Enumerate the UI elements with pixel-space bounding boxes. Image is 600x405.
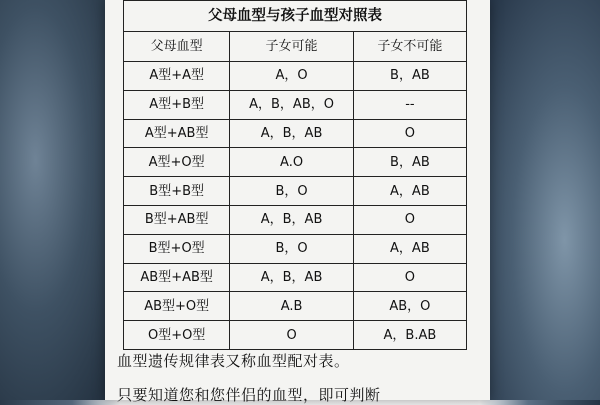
header-impossible: 子女不可能	[353, 32, 466, 62]
possible-cell: A.B	[230, 292, 353, 321]
table-row	[124, 148, 467, 177]
possible-cell: A，B，AB	[230, 263, 353, 292]
parents-cell: B型+AB型	[124, 205, 230, 234]
parents-cell: AB型+O型	[124, 292, 230, 321]
possible-cell: B，O	[230, 177, 353, 206]
caption-line-1: 血型遗传规律表又称血型配对表。	[117, 352, 350, 370]
impossible-cell: --	[353, 90, 466, 119]
table-row	[124, 263, 467, 292]
document-page	[105, 0, 490, 404]
table-row	[124, 119, 467, 148]
table-row	[124, 90, 467, 119]
impossible-cell: O	[353, 205, 466, 234]
possible-cell: A，B，AB	[230, 119, 353, 148]
parents-cell: AB型+AB型	[124, 263, 230, 292]
table-row	[124, 292, 467, 321]
caption-line-2: 只要知道您和您伴侣的血型，即可判断	[117, 386, 381, 404]
possible-cell: B，O	[230, 234, 353, 263]
parents-cell: B型+B型	[124, 177, 230, 206]
possible-cell: A，B，AB，O	[230, 90, 353, 119]
parents-cell: A型+AB型	[124, 119, 230, 148]
impossible-cell: B，AB	[353, 62, 466, 91]
impossible-cell: AB，O	[353, 292, 466, 321]
table-row	[124, 177, 467, 206]
table-row	[124, 234, 467, 263]
table-header-row	[124, 32, 467, 62]
parents-cell: A型+B型	[124, 90, 230, 119]
blood-type-table	[123, 0, 467, 350]
possible-cell: A，B，AB	[230, 205, 353, 234]
parents-cell: A型+O型	[124, 148, 230, 177]
possible-cell: O	[230, 321, 353, 350]
impossible-cell: A，AB	[353, 177, 466, 206]
impossible-cell: A，B.AB	[353, 321, 466, 350]
header-parents: 父母血型	[124, 32, 230, 62]
impossible-cell: B，AB	[353, 148, 466, 177]
background-right	[482, 0, 600, 400]
table-title: 父母血型与孩子血型对照表	[124, 1, 467, 32]
impossible-cell: O	[353, 263, 466, 292]
possible-cell: A，O	[230, 62, 353, 91]
possible-cell: A.O	[230, 148, 353, 177]
parents-cell: A型+A型	[124, 62, 230, 91]
parents-cell: B型+O型	[124, 234, 230, 263]
background-left	[0, 0, 118, 400]
table-row	[124, 62, 467, 91]
header-possible: 子女可能	[230, 32, 353, 62]
table-row	[124, 205, 467, 234]
impossible-cell: O	[353, 119, 466, 148]
table-row	[124, 321, 467, 350]
parents-cell: O型+O型	[124, 321, 230, 350]
impossible-cell: A，AB	[353, 234, 466, 263]
